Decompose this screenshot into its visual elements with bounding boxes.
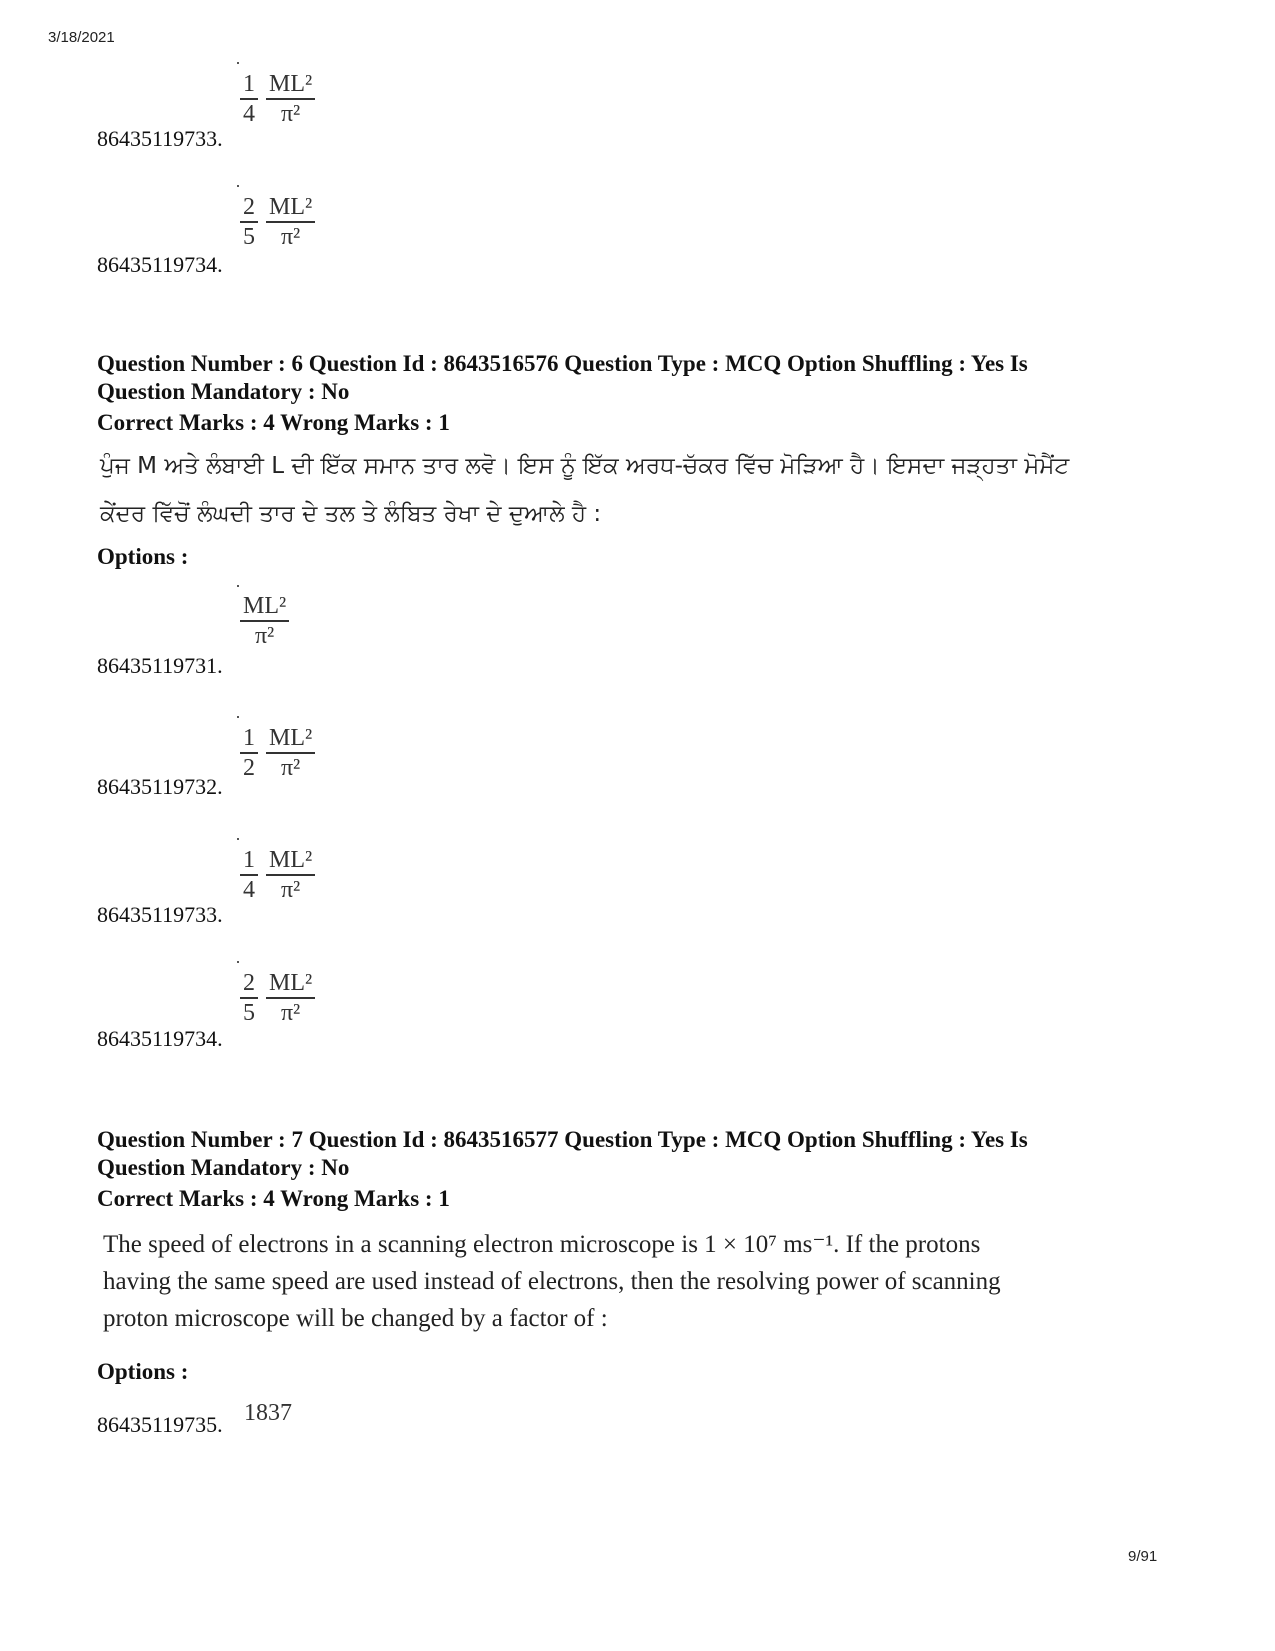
q6-option-id-1: 86435119731.: [97, 653, 223, 678]
prev-option-id-2: 86435119734.: [97, 252, 223, 277]
q7-options-label: Options :: [97, 1359, 189, 1384]
anchor-dot: [237, 62, 239, 64]
ml2-over-pi2-fraction: $\frac{\text{ML²}}{\text{π²}}$: [266, 70, 315, 128]
q7-text-line3: proton microscope will be changed by a factor of :: [103, 1305, 608, 1332]
prev-option-formula-1: [240, 70, 315, 128]
q6-option-formula-1: [240, 592, 289, 650]
coefficient-fraction: $\frac{2}{5}$: [240, 969, 258, 1027]
ml2-over-pi2-fraction: $\frac{\text{ML²}}{\text{π²}}$: [266, 193, 315, 251]
prev-option-id-1: 86435119733.: [97, 126, 223, 151]
coefficient-fraction: $\frac{1}{2}$: [240, 724, 258, 782]
q6-question-text: [100, 442, 1140, 538]
ml2-over-pi2-fraction: $\frac{\text{ML²}}{\text{π²}}$: [266, 969, 315, 1027]
q6-option-id-3: 86435119733.: [97, 902, 223, 927]
q6-option-formula-3: [240, 846, 315, 904]
q7-header: [97, 1126, 1197, 1182]
q7-option-value-1: 1837: [244, 1400, 292, 1426]
print-date: 3/18/2021: [48, 29, 115, 46]
q6-marks: Correct Marks : 4 Wrong Marks : 1: [97, 410, 450, 435]
q6-option-id-2: 86435119732.: [97, 774, 223, 799]
q6-text-line2: ਕੇਂਦਰ ਵਿੱਚੋਂ ਲੰਘਦੀ ਤਾਰ ਦੇ ਤਲ ਤੇ ਲੰਬਿਤ ਰੇਖਾ ਦੇ ਦੁਆਲੇ ਹੈ :: [100, 501, 602, 527]
q6-option-formula-2: [240, 724, 315, 782]
anchor-dot: [237, 961, 239, 963]
q6-header: [97, 350, 1197, 406]
anchor-dot: [237, 838, 239, 840]
q7-option-id-1: 86435119735.: [97, 1412, 223, 1437]
ml2-over-pi2-fraction: $\frac{\text{ML²}}{\text{π²}}$: [240, 592, 289, 650]
q7-marks: Correct Marks : 4 Wrong Marks : 1: [97, 1186, 450, 1211]
ml2-over-pi2-fraction: $\frac{\text{ML²}}{\text{π²}}$: [266, 724, 315, 782]
q7-header-line2: Question Mandatory : No: [97, 1155, 350, 1180]
q7-text-line1: The speed of electrons in a scanning electron microscope is 1 × 10⁷ ms⁻¹. If the protons: [103, 1231, 981, 1258]
page-number: 9/91: [1128, 1548, 1158, 1565]
q6-option-formula-4: [240, 969, 315, 1027]
q6-header-line2: Question Mandatory : No: [97, 379, 350, 404]
coefficient-fraction: $\frac{1}{4}$: [240, 846, 258, 904]
anchor-dot: [237, 185, 239, 187]
anchor-dot: [237, 716, 239, 718]
prev-option-formula-2: [240, 193, 315, 251]
coefficient-fraction: $\frac{2}{5}$: [240, 193, 258, 251]
anchor-dot: [237, 585, 239, 587]
q6-text-line1: ਪੁੰਜ M ਅਤੇ ਲੰਬਾਈ L ਦੀ ਇੱਕ ਸਮਾਨ ਤਾਰ ਲਵੋ। ਇਸ ਨੂੰ ਇੱਕ ਅਰਧ-ਚੱਕਰ ਵਿੱਚ ਮੋੜਿਆ ਹੈ। ਇਸਦਾ ਜੜ੍ਹਤਾ ਮੋਮੈਂਟ: [100, 453, 1070, 479]
q6-header-line1: Question Number : 6 Question Id : 8643516576 Question Type : MCQ Option Shuffling : Yes Is: [97, 351, 1028, 376]
q7-header-line1: Question Number : 7 Question Id : 8643516577 Question Type : MCQ Option Shuffling : Yes Is: [97, 1127, 1028, 1152]
q6-option-id-4: 86435119734.: [97, 1026, 223, 1051]
q6-options-label: Options :: [97, 544, 189, 569]
q7-text-line2: having the same speed are used instead of electrons, then the resolving power of scanning: [103, 1268, 1001, 1295]
ml2-over-pi2-fraction: $\frac{\text{ML²}}{\text{π²}}$: [266, 846, 315, 904]
q7-question-text: [103, 1226, 1125, 1337]
coefficient-fraction: $\frac{1}{4}$: [240, 70, 258, 128]
